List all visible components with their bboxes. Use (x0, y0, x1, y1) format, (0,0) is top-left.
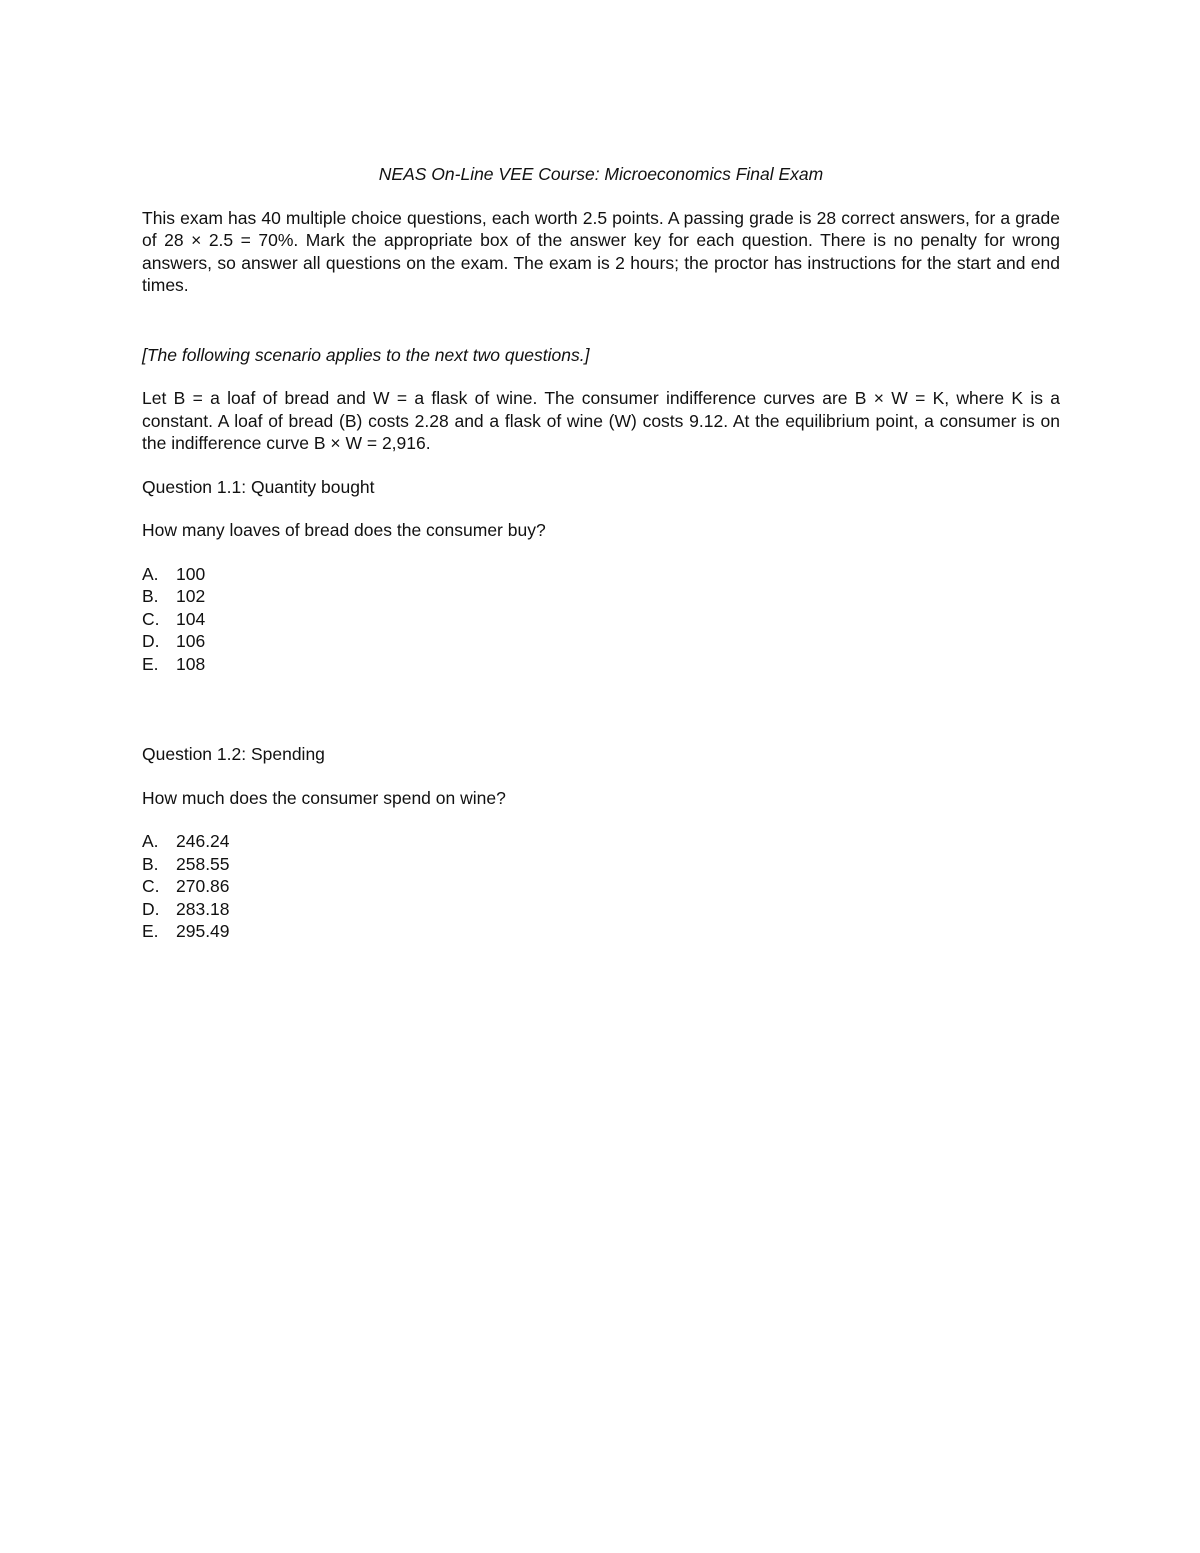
option-value: 283.18 (176, 898, 230, 919)
question-title: Question 1.1: Quantity bought (142, 476, 375, 497)
option-letter: D. (142, 898, 160, 919)
option-value: 108 (176, 653, 206, 674)
option-letter: C. (142, 608, 160, 629)
option-value: 270.86 (176, 876, 230, 896)
page-content (142, 163, 1060, 943)
question-block (142, 743, 1060, 943)
answer-options (142, 830, 1060, 943)
option-letter: B. (142, 853, 159, 874)
option-letter: E. (142, 653, 159, 674)
answer-options (142, 563, 1060, 676)
document-title: NEAS On-Line VEE Course: Microeconomics Final Exam (378, 164, 824, 184)
answer-option (142, 653, 1060, 676)
option-letter: A. (142, 563, 159, 584)
answer-option (142, 853, 1060, 876)
answer-option (142, 608, 1060, 631)
answer-option (142, 898, 1060, 921)
answer-option (142, 563, 1060, 586)
option-value: 100 (176, 563, 206, 584)
option-value: 295.49 (176, 921, 230, 941)
answer-option (142, 830, 1060, 853)
scenario-text: Let B = a loaf of bread and W = a flask of wine. The consumer indifference curves are B × W = K, where K is a constant. A loaf of bread (B) costs 2.28 and a flask of wine (W) costs 9.12. At the equilibrium point, a consumer is on the indifference curve B × W = 2,916. (142, 388, 1060, 453)
answer-option (142, 585, 1060, 608)
answer-option (142, 920, 1060, 943)
question-block (142, 476, 1060, 676)
question-text: How many loaves of bread does the consumer buy? (142, 520, 546, 540)
question-title: Question 1.2: Spending (142, 744, 325, 764)
exam-instructions: This exam has 40 multiple choice questions, each worth 2.5 points. A passing grade is 28 correct answers, for a grade of 28 × 2.5 = 70%. Mark the appropriate box of the answer key for each question. There is no penalty for wrong answers, so answer all questions on the exam. The exam is 2 hours; the proctor has instructions for the start and end times. (142, 207, 1060, 295)
option-value: 102 (176, 586, 206, 606)
option-value: 106 (176, 631, 206, 651)
answer-option (142, 630, 1060, 653)
question-text: How much does the consumer spend on wine? (142, 787, 506, 808)
option-letter: A. (142, 831, 159, 851)
option-value: 246.24 (176, 831, 230, 851)
option-value: 104 (176, 608, 206, 629)
answer-option (142, 875, 1060, 898)
option-letter: D. (142, 631, 160, 651)
option-letter: E. (142, 921, 159, 941)
option-value: 258.55 (176, 853, 230, 874)
scenario-note: [The following scenario applies to the next two questions.] (142, 344, 590, 365)
option-letter: C. (142, 876, 160, 896)
option-letter: B. (142, 586, 159, 606)
